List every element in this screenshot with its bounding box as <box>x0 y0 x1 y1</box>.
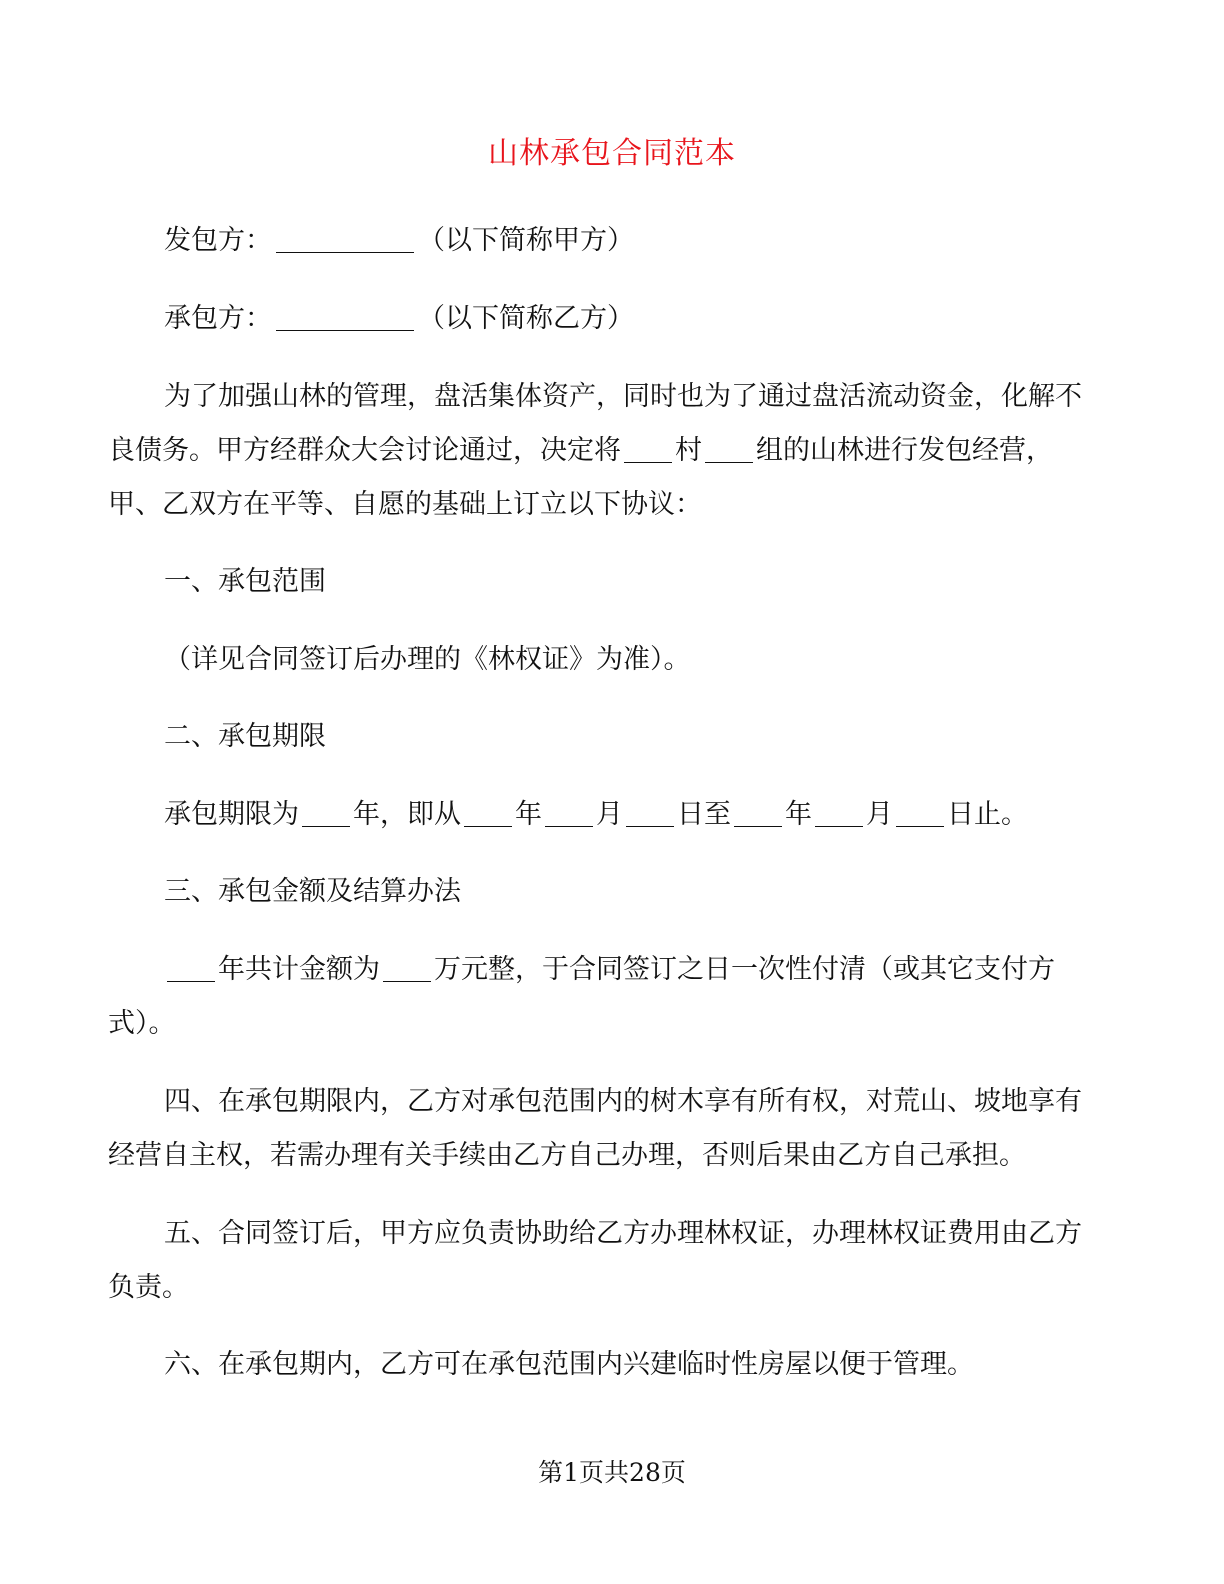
intro-paragraph <box>108 370 1088 532</box>
section-1-heading: 一、承包范围 <box>164 566 326 597</box>
section-3-text <box>108 943 1088 1051</box>
section-5-text: 五、合同签订后，甲方应负责协助给乙方办理林权证，办理林权证费用由乙方负责。 <box>108 1218 1082 1303</box>
start-year-unit: 年 <box>515 799 542 830</box>
term-years-blank <box>302 798 350 827</box>
section-1-text: （详见合同签订后办理的《林权证》为准）。 <box>164 644 691 675</box>
party-a-line <box>108 214 1088 268</box>
page-number: 第1页共28页 <box>538 1458 686 1487</box>
section-2-text <box>108 788 1088 842</box>
end-day-unit: 日止。 <box>947 799 1028 830</box>
party-b-line <box>108 292 1088 346</box>
document-title: 山林承包合同范本 <box>488 136 736 171</box>
start-day-blank <box>626 798 674 827</box>
end-day-blank <box>896 798 944 827</box>
party-a-label: 发包方： <box>164 225 272 256</box>
section-6-text: 六、在承包期内，乙方可在承包范围内兴建临时性房屋以便于管理。 <box>164 1349 974 1380</box>
section-2-heading: 二、承包期限 <box>164 721 326 752</box>
section-3-heading: 三、承包金额及结算办法 <box>164 876 461 907</box>
party-b-suffix: （以下简称乙方） <box>418 303 634 334</box>
end-year-unit: 年 <box>785 799 812 830</box>
group-blank <box>705 434 753 463</box>
start-month-unit: 月 <box>596 799 623 830</box>
party-b-blank <box>276 302 414 331</box>
amount-terms: 万元整，于合同签订之日一次性付清（或其它支付方式）。 <box>108 954 1055 1039</box>
term-from-label: 年，即从 <box>353 799 461 830</box>
amount-year-blank <box>167 953 215 982</box>
intro-part1: 为了加强山林的管理，盘活集体资产，同时也为了通过盘活流动资金，化解不良债务。甲方经群众大会讨论通过，决定将 <box>108 381 1082 466</box>
end-month-blank <box>815 798 863 827</box>
end-year-blank <box>734 798 782 827</box>
amount-blank <box>383 953 431 982</box>
start-month-blank <box>545 798 593 827</box>
start-year-blank <box>464 798 512 827</box>
section-4-text: 四、在承包期限内，乙方对承包范围内的树木享有所有权，对荒山、坡地享有经营自主权，若需办理有关手续由乙方自己办理，否则后果由乙方自己承担。 <box>108 1086 1082 1171</box>
party-a-suffix: （以下简称甲方） <box>418 225 634 256</box>
amount-label: 年共计金额为 <box>218 954 380 985</box>
start-day-unit: 日至 <box>677 799 731 830</box>
party-a-blank <box>276 224 414 253</box>
intro-part3: 组的山林进行发包经营，甲、乙双方在平等、自愿的基础上订立以下协议： <box>108 435 1053 520</box>
end-month-unit: 月 <box>866 799 893 830</box>
village-blank <box>624 434 672 463</box>
term-label: 承包期限为 <box>164 799 299 830</box>
party-b-label: 承包方： <box>164 303 272 334</box>
intro-part2: 村 <box>675 435 702 466</box>
